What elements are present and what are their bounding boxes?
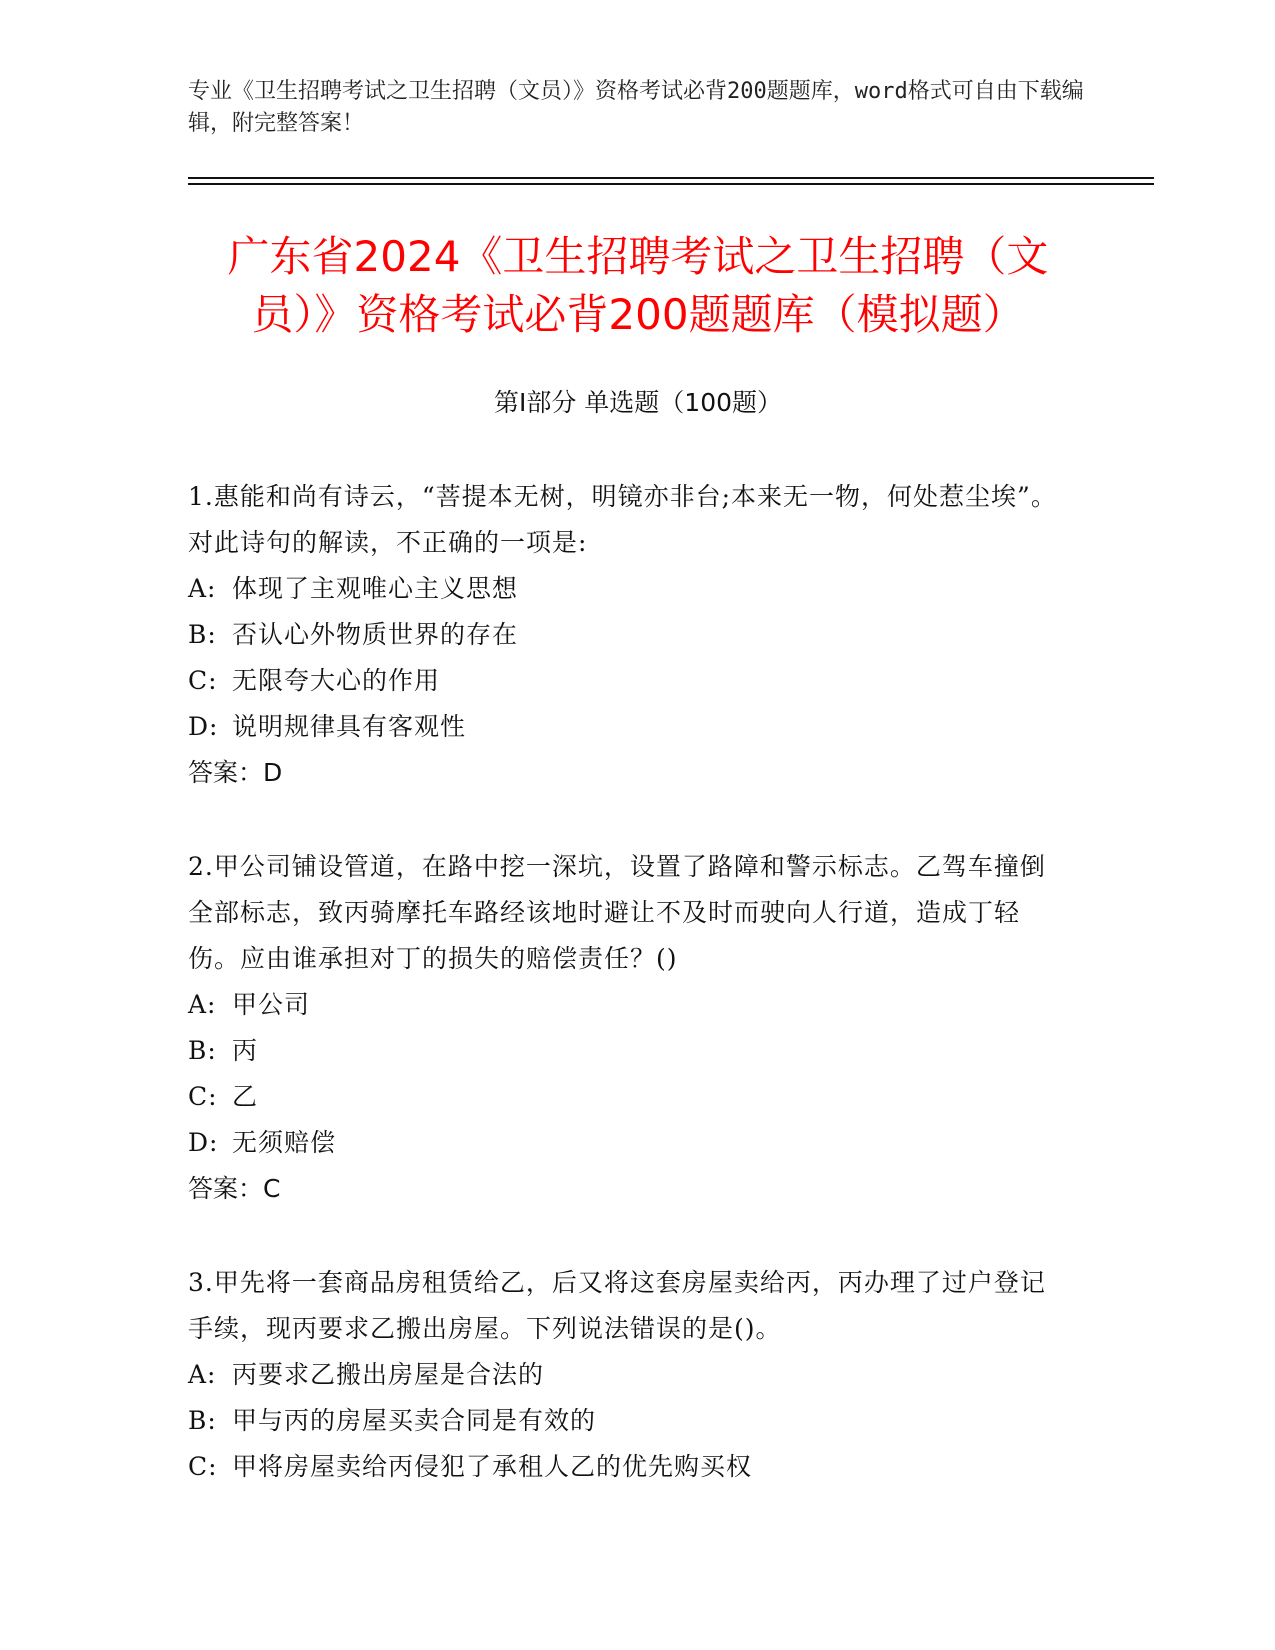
option-text: 甲将房屋卖给丙侵犯了承租人乙的优先购买权 bbox=[232, 1452, 753, 1481]
question-stem: 2.甲公司铺设管道，在路中挖一深坑，设置了路障和警示标志。乙驾车撞倒全部标志，致丙骑摩托车路经该地时避让不及时而驶向人行道，造成丁轻伤。应由谁承担对丁的损失的赔偿责任？() bbox=[188, 852, 1046, 973]
option-c bbox=[188, 658, 1068, 704]
question-stem: 3.甲先将一套商品房租赁给乙，后又将这套房屋卖给丙，丙办理了过户登记手续，现丙要求乙搬出房屋。下列说法错误的是()。 bbox=[188, 1268, 1046, 1343]
option-text: 丙 bbox=[232, 1036, 259, 1065]
option-key: C: bbox=[188, 666, 218, 695]
option-text: 体现了主观唯心主义思想 bbox=[232, 574, 519, 603]
option-text: 否认心外物质世界的存在 bbox=[232, 620, 519, 649]
section-title: 第Ⅰ部分 单选题（100题） bbox=[493, 388, 783, 417]
question-1 bbox=[188, 474, 1068, 796]
header-note: 专业《卫生招聘考试之卫生招聘（文员）》资格考试必背200题题库，word格式可自由下载编辑，附完整答案！ bbox=[188, 79, 1084, 136]
header-rule-top bbox=[188, 177, 1154, 179]
question-2 bbox=[188, 844, 1068, 1212]
question-stem: 1.惠能和尚有诗云，“菩提本无树，明镜亦非台;本来无一物，何处惹尘埃”。对此诗句的解读，不正确的一项是: bbox=[188, 482, 1057, 557]
option-key: D: bbox=[188, 1128, 219, 1157]
option-text: 乙 bbox=[232, 1082, 259, 1111]
answer: 答案：D bbox=[188, 758, 283, 787]
document-title: 广东省2024《卫生招聘考试之卫生招聘（文员）》资格考试必背200题题库（模拟题） bbox=[227, 232, 1049, 339]
answer: 答案：C bbox=[188, 1174, 281, 1203]
option-key: C: bbox=[188, 1082, 218, 1111]
option-key: D: bbox=[188, 712, 219, 741]
question-list bbox=[188, 474, 1068, 1538]
option-key: B: bbox=[188, 1406, 217, 1435]
option-a bbox=[188, 566, 1068, 612]
option-d bbox=[188, 1120, 1068, 1166]
option-c bbox=[188, 1444, 1068, 1490]
option-key: A: bbox=[188, 1360, 217, 1389]
option-text: 甲公司 bbox=[232, 990, 311, 1019]
option-b bbox=[188, 1398, 1068, 1444]
option-c bbox=[188, 1074, 1068, 1120]
option-text: 说明规律具有客观性 bbox=[232, 712, 467, 741]
option-a bbox=[188, 1352, 1068, 1398]
option-b bbox=[188, 612, 1068, 658]
option-key: A: bbox=[188, 574, 217, 603]
option-text: 丙要求乙搬出房屋是合法的 bbox=[232, 1360, 545, 1389]
option-key: B: bbox=[188, 1036, 217, 1065]
option-key: A: bbox=[188, 990, 217, 1019]
option-d bbox=[188, 704, 1068, 750]
option-text: 无须赔偿 bbox=[232, 1128, 337, 1157]
option-key: C: bbox=[188, 1452, 218, 1481]
option-a bbox=[188, 982, 1068, 1028]
option-b bbox=[188, 1028, 1068, 1074]
question-3 bbox=[188, 1260, 1068, 1490]
header-rule-bottom bbox=[188, 183, 1154, 185]
option-text: 甲与丙的房屋买卖合同是有效的 bbox=[232, 1406, 597, 1435]
option-key: B: bbox=[188, 620, 217, 649]
option-text: 无限夸大心的作用 bbox=[232, 666, 441, 695]
